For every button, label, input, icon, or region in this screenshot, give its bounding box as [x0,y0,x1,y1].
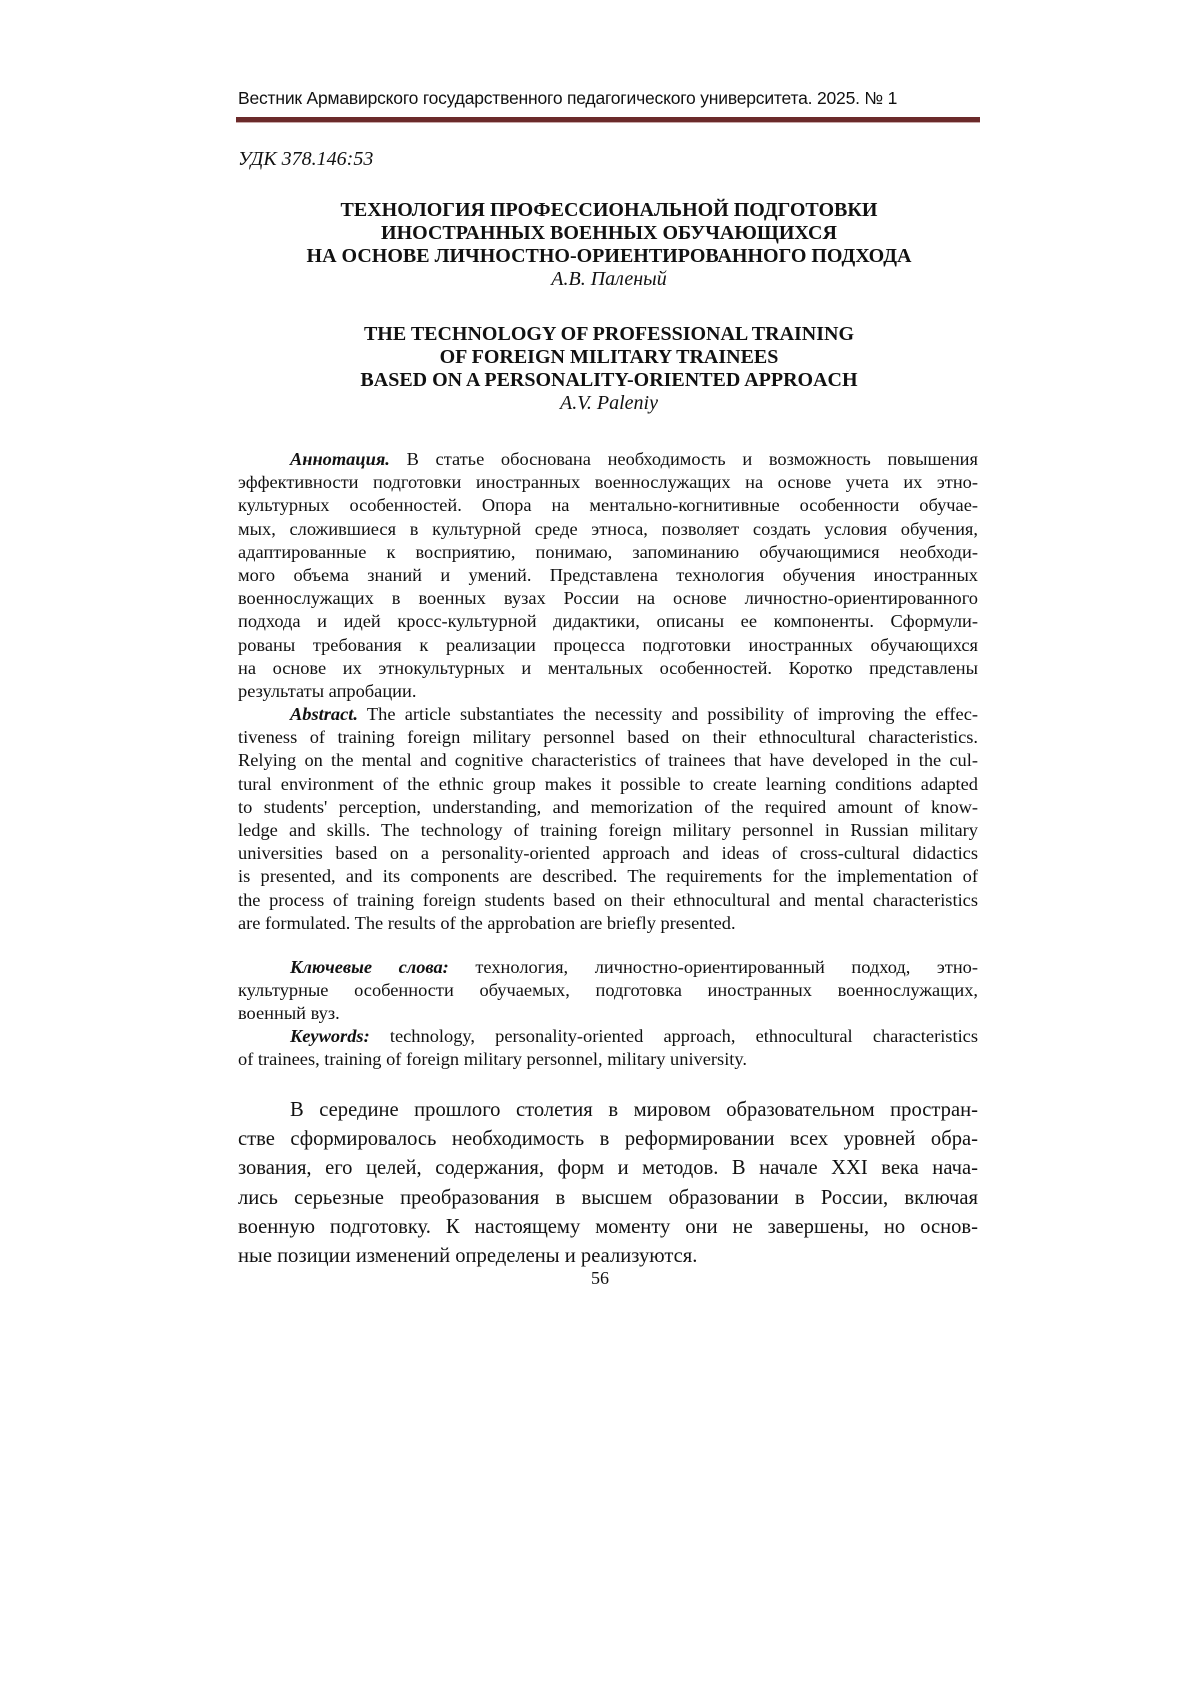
text-line [238,448,978,471]
line-text: зования, его целей, содержания, форм и методов. В начале XXI века нача- [238,1157,978,1179]
lead-label: Аннотация. [290,449,390,469]
line-text: tiveness of training foreign military personnel based on their ethnocultural characteristics. [238,727,978,747]
title-en [238,323,980,415]
text-line [238,1242,978,1271]
body-paragraph [238,1096,978,1271]
text-line [238,1154,978,1183]
line-text: культурные особенности обучаемых, подготовка иностранных военнослужащих, [238,980,978,1000]
title-line: ТЕХНОЛОГИЯ ПРОФЕССИОНАЛЬНОЙ ПОДГОТОВКИ [238,199,980,222]
line-text: военный вуз. [238,1003,340,1023]
line-text: стве сформировалось необходимость в реформировании всех уровней обра- [238,1128,978,1150]
line-text: В середине прошлого столетия в мировом образовательном простран- [290,1099,978,1121]
line-text: is presented, and its components are described. The requirements for the implementation of [238,866,978,886]
line-text: of trainees, training of foreign military personnel, military university. [238,1049,747,1069]
line-text: ные позиции изменений определены и реализуются. [238,1245,697,1267]
text-line [238,726,978,749]
line-text: are formulated. The results of the approbation are briefly presented. [238,913,736,933]
line-text: the process of training foreign students based on their ethnocultural and mental characteristics [238,890,978,910]
text-line [238,1213,978,1242]
text-line [238,842,978,865]
text-line [238,657,978,680]
line-text: военнослужащих в военных вузах России на основе личностно-ориентированного [238,588,978,608]
line-text: мых, сложившиеся в культурной среде этноса, позволяет создать условия обучения, [238,519,978,539]
text-line [238,1125,978,1154]
line-text: военную подготовку. К настоящему моменту они не завершены, но основ- [238,1216,978,1238]
lead-label: Ключевые слова: [290,957,449,977]
title-line: THE TECHNOLOGY OF PROFESSIONAL TRAINING [238,323,980,346]
line-text: to students' perception, understanding, and memorization of the required amount of know- [238,797,978,817]
text-line [238,703,978,726]
keywords-en [238,1025,978,1071]
line-text: мого объема знаний и умений. Представлена технология обучения иностранных [238,565,978,585]
line-text: культурных особенностей. Опора на ментально-когнитивные особенности обучае- [238,495,978,515]
page-number: 56 [0,1268,1200,1289]
line-text: адаптированные к восприятию, понимаю, запоминанию обучающимися необходи- [238,542,978,562]
line-text: на основе их этнокультурных и ментальных особенностей. Коротко представлены [238,658,978,678]
text-line [238,979,978,1002]
text-line [238,1048,978,1071]
text-line [238,634,978,657]
text-line [238,564,978,587]
title-line: BASED ON A PERSONALITY-ORIENTED APPROACH [238,369,980,392]
text-line [238,518,978,541]
line-text: эффективности подготовки иностранных военнослужащих на основе учета их этно- [238,472,978,492]
lead-label: Keywords: [290,1026,370,1046]
text-line [238,912,978,935]
abstract [238,703,978,935]
text-line [238,796,978,819]
text-line [238,865,978,888]
line-text: подхода и идей кросс-культурной дидактики, описаны ее компоненты. Сформули- [238,611,978,631]
line-text: universities based on a personality-oriented approach and ideas of cross-cultural didactics [238,843,978,863]
text-line [238,471,978,494]
line-text: рованы требования к реализации процесса подготовки иностранных обучающихся [238,635,978,655]
keywords-ru [238,956,978,1026]
title-line: ИНОСТРАННЫХ ВОЕННЫХ ОБУЧАЮЩИХСЯ [238,222,980,245]
line-text: technology, personality-oriented approach, ethnocultural characteristics [390,1026,978,1046]
text-line [238,680,978,703]
line-text: лись серьезные преобразования в высшем образовании в России, включая [238,1187,978,1209]
text-line [238,1184,978,1213]
author-ru: А.В. Паленый [238,268,980,291]
text-line [238,494,978,517]
line-text: Relying on the mental and cognitive characteristics of trainees that have developed in the cul- [238,750,978,770]
line-text: результаты апробации. [238,681,416,701]
text-line [238,541,978,564]
text-line [238,749,978,772]
text-line [238,1002,978,1025]
text-line [238,956,978,979]
title-line: НА ОСНОВЕ ЛИЧНОСТНО-ОРИЕНТИРОВАННОГО ПОДХОДА [238,245,980,268]
journal-header: Вестник Армавирского государственного педагогического университета. 2025. № 1 [238,88,980,109]
text-line [238,819,978,842]
annotation [238,448,978,703]
text-line [238,587,978,610]
text-line [238,1025,978,1048]
lead-label: Abstract. [290,704,358,724]
text-line [238,889,978,912]
text-line [238,1096,978,1125]
udk-code: УДК 378.146:53 [238,148,373,171]
text-line [238,610,978,633]
title-ru [238,199,980,291]
author-en: A.V. Paleniy [238,392,980,415]
text-line [238,773,978,796]
line-text: The article substantiates the necessity and possibility of improving the effec- [367,704,978,724]
line-text: ledge and skills. The technology of training foreign military personnel in Russian military [238,820,978,840]
title-line: OF FOREIGN MILITARY TRAINEES [238,346,980,369]
line-text: tural environment of the ethnic group makes it possible to create learning conditions adapted [238,774,978,794]
line-text: технология, личностно-ориентированный подход, этно- [475,957,978,977]
line-text: В статье обоснована необходимость и возможность повышения [407,449,978,469]
header-rule [236,117,980,123]
